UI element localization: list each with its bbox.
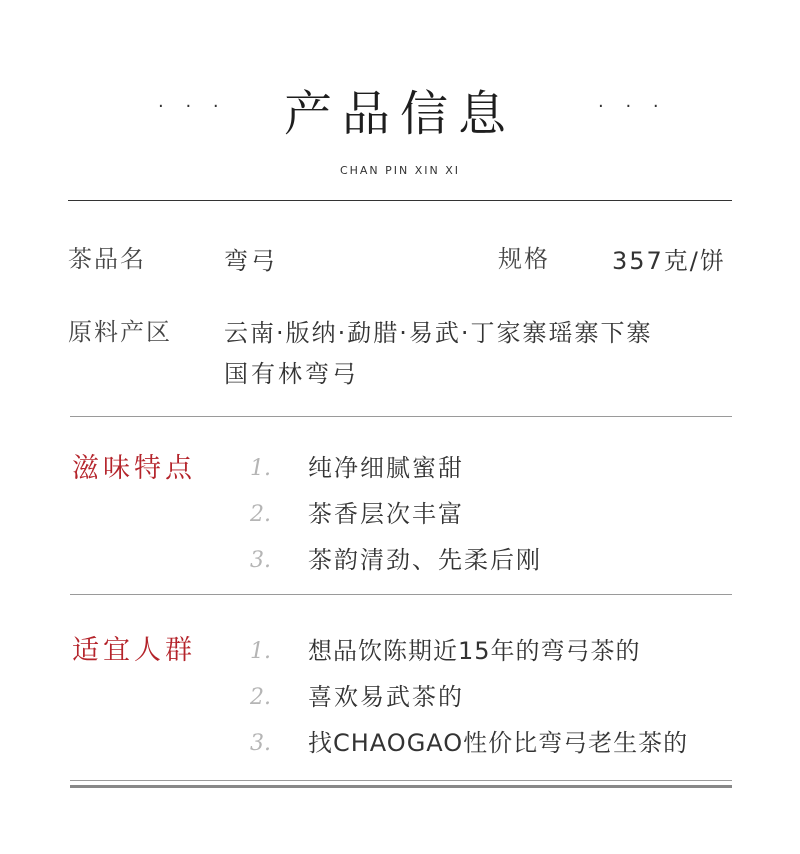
audience-item-number: 1. <box>250 639 271 664</box>
taste-item: 纯净细腻蜜甜 <box>308 454 464 482</box>
tea-name-label: 茶品名 <box>68 245 146 273</box>
spec-label: 规格 <box>498 245 550 273</box>
audience-section-title: 适宜人群 <box>72 635 196 666</box>
taste-item-number: 1. <box>250 456 271 481</box>
decorative-dots-left: · · · <box>158 96 227 117</box>
audience-item: 找CHAOGAO性价比弯弓老生茶的 <box>308 729 689 757</box>
tea-name-value: 弯弓 <box>224 247 278 275</box>
decorative-dots-right: · · · <box>598 96 667 117</box>
origin-value-line1: 云南·版纳·勐腊·易武·丁家寨瑶寨下寨 <box>224 319 653 347</box>
header-divider <box>68 200 732 201</box>
audience-item: 喜欢易武茶的 <box>308 683 464 711</box>
taste-item-number: 3. <box>250 548 271 573</box>
audience-item-number: 3. <box>250 731 271 756</box>
taste-item: 茶韵清劲、先柔后刚 <box>308 546 542 574</box>
page-title: 产品信息 <box>283 86 516 142</box>
taste-item-number: 2. <box>250 502 271 527</box>
audience-item: 想品饮陈期近15年的弯弓茶的 <box>308 637 641 665</box>
taste-section-title: 滋味特点 <box>72 453 196 484</box>
taste-item: 茶香层次丰富 <box>308 500 464 528</box>
origin-label: 原料产区 <box>68 318 172 346</box>
footer-divider-thin <box>70 780 732 781</box>
audience-item-number: 2. <box>250 685 271 710</box>
spec-value: 357克/饼 <box>612 247 726 275</box>
footer-divider-thick <box>70 785 732 788</box>
page-subtitle: CHAN PIN XIN XI <box>339 164 461 177</box>
info-divider <box>70 416 732 417</box>
taste-divider <box>70 594 732 595</box>
origin-value-line2: 国有林弯弓 <box>224 360 359 388</box>
